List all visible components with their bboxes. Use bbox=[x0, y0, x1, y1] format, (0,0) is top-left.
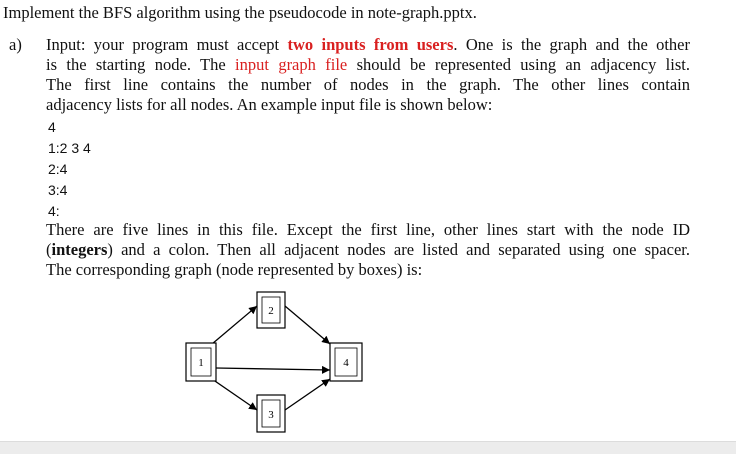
edge-2-4 bbox=[285, 306, 330, 344]
text-segment: is the starting node. The bbox=[46, 55, 236, 74]
text-segment: ( bbox=[46, 240, 52, 259]
graph-node-3 bbox=[257, 395, 285, 432]
text-segment: Input: your program must accept bbox=[46, 35, 288, 54]
paragraph-2-line-3: The corresponding graph (node represented by boxes) is: bbox=[46, 260, 423, 279]
assignment-heading: Implement the BFS algorithm using the pseudocode in note-graph.pptx. bbox=[3, 3, 477, 22]
node-label-1: 1 bbox=[198, 357, 204, 369]
bottom-bar bbox=[0, 441, 736, 454]
text-segment: . One is the graph and the other bbox=[453, 35, 691, 54]
text-segment: ) and a colon. Then all adjacent nodes are listed and separated using one spacer. bbox=[107, 240, 690, 259]
text-segment: should be represented using an adjacency list. bbox=[347, 55, 690, 74]
paragraph-2-line-1: There are five lines in this file. Except the first line, other lines start with the node ID bbox=[46, 220, 690, 239]
edge-3-4 bbox=[285, 379, 330, 410]
highlight-input-graph-file: input graph file bbox=[235, 55, 348, 74]
node-label-4: 4 bbox=[343, 357, 349, 369]
graph-node-2 bbox=[257, 292, 285, 328]
example-line-5: 4: bbox=[48, 203, 60, 219]
highlight-two-inputs: two inputs from users bbox=[287, 35, 454, 54]
graph-node-4 bbox=[330, 343, 362, 381]
example-line-1: 4 bbox=[48, 119, 56, 135]
paragraph-1-line-3: The first line contains the number of nodes in the graph. The other lines contain bbox=[46, 75, 690, 94]
example-line-2: 1:2 3 4 bbox=[48, 140, 91, 156]
edge-1-3 bbox=[212, 379, 257, 410]
list-marker: a) bbox=[9, 35, 22, 54]
graph-node-1 bbox=[186, 343, 216, 381]
example-line-3: 2:4 bbox=[48, 161, 68, 177]
edge-1-4 bbox=[216, 368, 330, 370]
bold-integers: integers bbox=[51, 240, 108, 259]
paragraph-1-line-4: adjacency lists for all nodes. An example input file is shown below: bbox=[46, 95, 493, 114]
edge-1-2 bbox=[212, 306, 257, 344]
node-label-2: 2 bbox=[268, 305, 274, 317]
example-line-4: 3:4 bbox=[48, 182, 68, 198]
node-label-3: 3 bbox=[268, 409, 274, 421]
